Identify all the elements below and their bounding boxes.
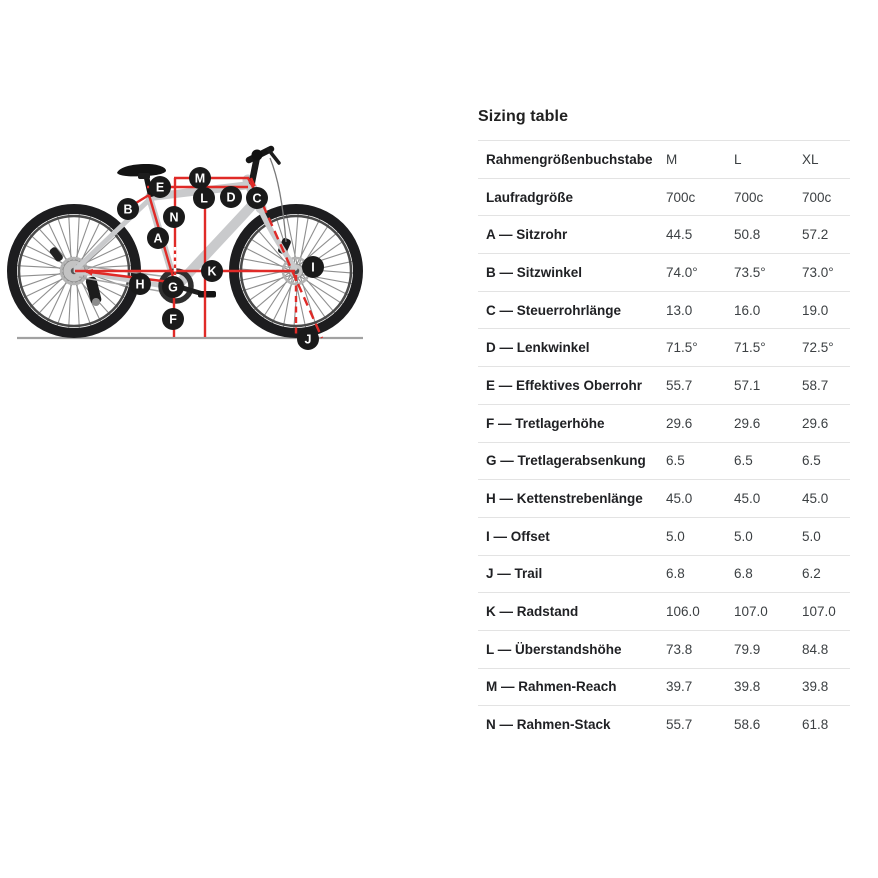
row-label: B — Sitzwinkel: [486, 264, 583, 280]
point-L: [193, 187, 215, 209]
svg-text:F: F: [169, 312, 177, 327]
cell-l: 5.0: [734, 528, 753, 544]
svg-text:I: I: [311, 260, 315, 275]
table-row: [478, 253, 850, 291]
cell-l: 71.5°: [734, 340, 766, 356]
cell-l: 79.9: [734, 641, 761, 657]
cell-m: 45.0: [666, 491, 693, 507]
saddle-clamp: [138, 173, 150, 179]
row-label: N — Rahmen-Stack: [486, 717, 611, 733]
point-J: [297, 328, 319, 350]
point-N: [163, 206, 185, 228]
point-H: [129, 273, 151, 295]
row-label: G — Tretlagerabsenkung: [486, 453, 646, 469]
table-row: [478, 705, 850, 743]
cell-m: 55.7: [666, 377, 693, 393]
svg-text:B: B: [123, 202, 133, 217]
point-B: [117, 198, 139, 220]
cell-l: 6.5: [734, 453, 753, 469]
cell-m: 700c: [666, 189, 696, 205]
point-G: [162, 276, 184, 298]
row-label: Laufradgröße: [486, 189, 574, 205]
svg-text:A: A: [153, 231, 163, 246]
table-row: [478, 366, 850, 404]
svg-text:L: L: [200, 191, 208, 206]
table-row: [478, 442, 850, 480]
cell-m: 29.6: [666, 415, 693, 431]
cell-xl: 73.0°: [802, 264, 834, 280]
row-label: I — Offset: [486, 528, 550, 544]
svg-text:G: G: [168, 280, 178, 295]
cell-xl: 61.8: [802, 717, 829, 733]
bike-geometry-svg: [0, 138, 470, 356]
row-label: M — Rahmen-Reach: [486, 679, 617, 695]
cell-xl: 6.5: [802, 453, 821, 469]
sizing-table-title: Sizing table: [478, 108, 569, 125]
cell-l: 107.0: [734, 604, 768, 620]
pedal: [198, 291, 216, 298]
cell-m: 74.0°: [666, 264, 698, 280]
point-E: [149, 176, 171, 198]
point-I: [302, 256, 324, 278]
cell-xl: 6.2: [802, 566, 821, 582]
point-C: [246, 187, 268, 209]
cell-xl: 107.0: [802, 604, 836, 620]
cell-xl: 5.0: [802, 528, 821, 544]
cell-l: 29.6: [734, 415, 761, 431]
table-row: [478, 555, 850, 593]
cell-l: 50.8: [734, 227, 761, 243]
cell-m: 106.0: [666, 604, 700, 620]
table-row: [478, 215, 850, 253]
cell-m: 39.7: [666, 679, 693, 695]
row-label: A — Sitzrohr: [486, 227, 568, 243]
cell-xl: 72.5°: [802, 340, 834, 356]
cell-xl: 29.6: [802, 415, 829, 431]
svg-text:N: N: [169, 210, 179, 225]
brake-lever: [268, 149, 279, 163]
point-M: [189, 167, 211, 189]
table-row: [478, 668, 850, 706]
table-row: [478, 178, 850, 216]
cell-xl: 84.8: [802, 641, 829, 657]
svg-text:D: D: [226, 190, 236, 205]
table-row: [478, 328, 850, 366]
table-row: [478, 479, 850, 517]
cell-m: 13.0: [666, 302, 693, 318]
table-header-row: [478, 140, 850, 178]
svg-text:E: E: [155, 180, 165, 195]
cell-l: 73.5°: [734, 264, 766, 280]
cell-m: 55.7: [666, 717, 693, 733]
point-F: [162, 308, 184, 330]
col-header-xl: XL: [802, 151, 819, 167]
svg-text:K: K: [207, 264, 217, 279]
table-row: [478, 291, 850, 329]
cell-xl: 58.7: [802, 377, 829, 393]
header-label: Rahmengrößenbuchstabe: [486, 151, 653, 167]
cell-l: 6.8: [734, 566, 753, 582]
svg-text:H: H: [135, 277, 145, 292]
cell-xl: 57.2: [802, 227, 829, 243]
row-label: D — Lenkwinkel: [486, 340, 590, 356]
sizing-panel: [478, 106, 850, 743]
cell-l: 58.6: [734, 717, 761, 733]
col-header-l: L: [734, 151, 742, 167]
cell-l: 45.0: [734, 491, 761, 507]
row-label: L — Überstandshöhe: [486, 641, 622, 657]
bike-geometry-diagram: [0, 138, 470, 356]
table-row: [478, 404, 850, 442]
cell-l: 16.0: [734, 302, 761, 318]
cell-xl: 39.8: [802, 679, 829, 695]
sizing-table: [478, 140, 850, 743]
cell-m: 6.5: [666, 453, 685, 469]
cell-l: 700c: [734, 189, 764, 205]
point-D: [220, 186, 242, 208]
row-label: E — Effektives Oberrohr: [486, 377, 643, 393]
cell-m: 44.5: [666, 227, 693, 243]
table-row: [478, 630, 850, 668]
cell-xl: 45.0: [802, 491, 829, 507]
svg-text:J: J: [304, 332, 312, 347]
row-label: F — Tretlagerhöhe: [486, 415, 605, 431]
stem-clamp: [252, 150, 263, 161]
row-label: J — Trail: [486, 566, 543, 582]
cell-m: 5.0: [666, 528, 685, 544]
row-label: K — Radstand: [486, 604, 579, 620]
cell-m: 73.8: [666, 641, 693, 657]
row-label: C — Steuerrohrlänge: [486, 302, 622, 318]
cell-m: 71.5°: [666, 340, 698, 356]
cell-xl: 700c: [802, 189, 832, 205]
svg-text:C: C: [252, 191, 262, 206]
derailleur-pulley: [92, 298, 100, 306]
point-K: [201, 260, 223, 282]
cell-m: 6.8: [666, 566, 685, 582]
cell-xl: 19.0: [802, 302, 829, 318]
point-A: [147, 227, 169, 249]
col-header-m: M: [666, 151, 678, 167]
cell-l: 57.1: [734, 377, 761, 393]
table-row: [478, 517, 850, 555]
cell-l: 39.8: [734, 679, 761, 695]
svg-text:M: M: [194, 171, 206, 186]
table-row: [478, 592, 850, 630]
row-label: H — Kettenstrebenlänge: [486, 491, 643, 507]
